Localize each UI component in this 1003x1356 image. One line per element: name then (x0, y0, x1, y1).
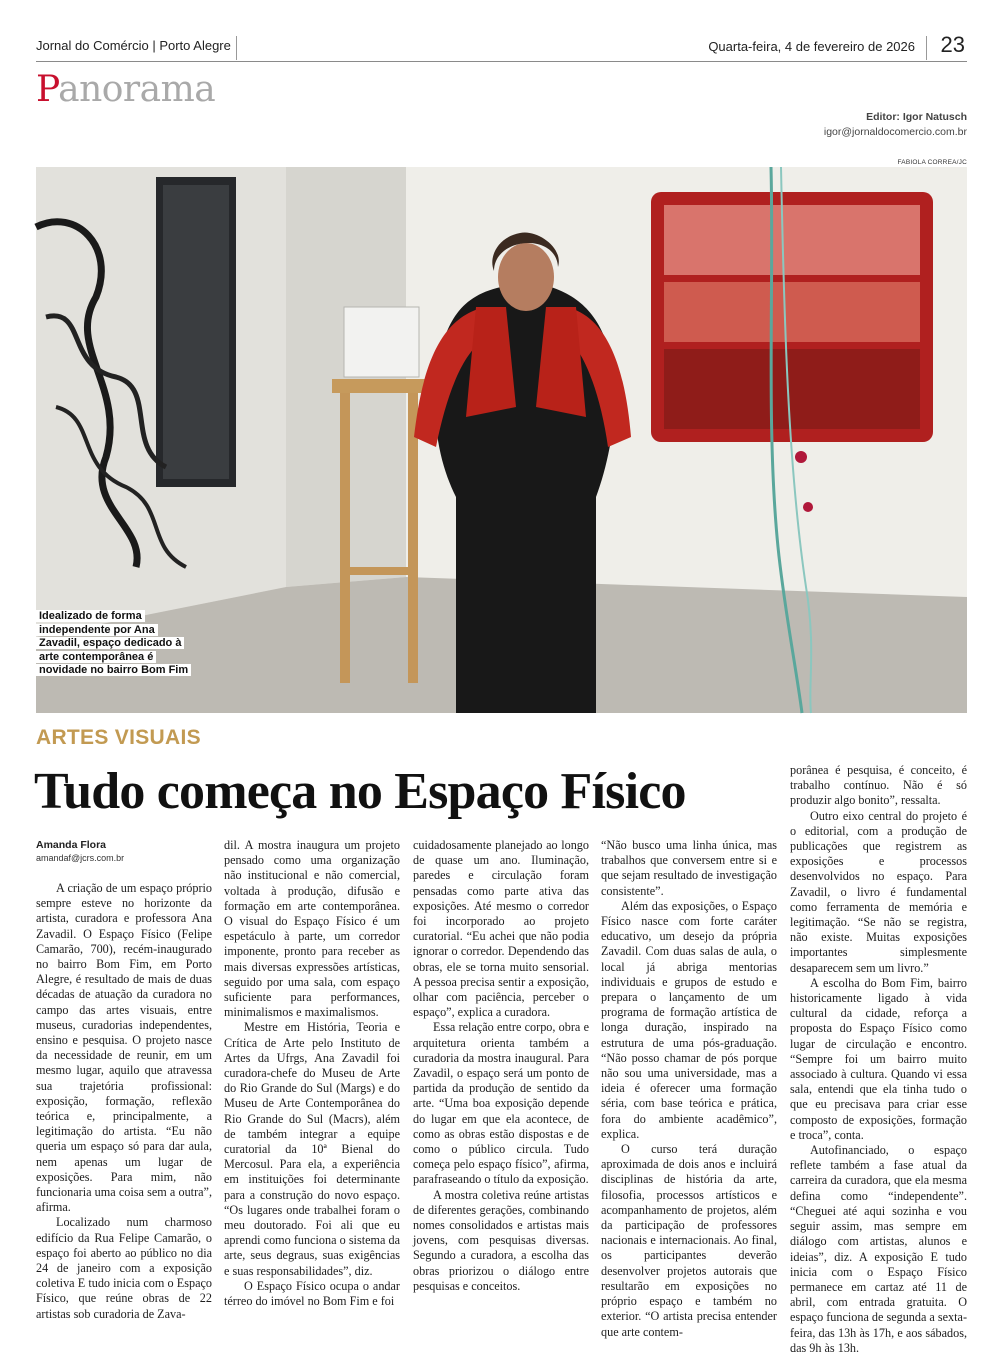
article-paragraph: O Espaço Físico ocupa o andar térreo do imóvel no Bom Fim e foi (224, 1278, 400, 1309)
newspaper-name: Jornal do Comércio | Porto Alegre (36, 38, 231, 53)
photo-credit: FABIOLA CORREA/JC (897, 159, 967, 166)
page-number: 23 (940, 32, 965, 57)
article-paragraph: A mostra coletiva reúne artistas de diferentes gerações, combinando nomes consolidados e artistas mais jovens, com pesquisas diversas. Segundo a curadora, a escolha das obras priorizou o diálogo entre pesquisas e conceitos. (413, 1187, 589, 1293)
article-paragraph: Outro eixo central do projeto é o editorial, com a produção de publicações que registrem as exposições e processos desenvolvidos no espaço. Para Zavadil, o livro é fundamental como ferramenta de memória e legitimação. “Se não se registra, não existe. Muitas exposições importantes simplesmente desaparecem sem um livro.” (790, 808, 967, 975)
article-paragraph: Além das exposições, o Espaço Físico nasce com forte caráter educativo, um desejo da própria Zavadil. Com duas salas de aula, o local já abriga mentorias individuais e grupos de estudo e prepara o lançamento de um programa de formação artística de longa duração, inspirado na estrutura de uma pós-graduação. “Não posso chamar de pós porque não sou uma universidade, mas a ideia é oferecer uma formação séria, com base teórica e prática, fora do ambiente acadêmico”, explica. (601, 898, 777, 1141)
author-name: Amanda Flora (36, 839, 107, 851)
editor-email: igor@jornaldocomercio.com.br (823, 126, 967, 138)
author-email: amandaf@jcrs.com.br (36, 853, 125, 863)
text-column-5 (790, 763, 967, 1355)
article-paragraph: Autofinanciado, o espaço reflete também a fase atual da carreira da curadora, que ela mesma defina como “independente”. “Cheguei até aqui sozinha e vou seguir assim, mas sempre em diálogo com artistas, alunos e ideias”, diz. A exposição E tudo inicia com o Espaço Físico permanece em cartaz até 11 de abril, com entrada gratuita. O espaço funciona de segunda a sexta-feira, das 13h às 17h, e aos sábados, das 9h às 13h. (790, 1143, 967, 1355)
text-column-2 (224, 838, 400, 1311)
text-column-3 (413, 838, 589, 1311)
text-column-1 (36, 881, 212, 1321)
article-paragraph: O curso terá duração aproximada de dois anos e incluirá disciplinas de história da arte, filosofia, processos artísticos e acompanhamento de projetos, além da participação de professores nacionais e internacionais. Ao final, os participantes deverão desenvolver projetos autorais que resultarão em exposições no próprio espaço e também no exterior. “O artista precisa entender que arte contem- (601, 1142, 777, 1339)
article-paragraph: “Não busco uma linha única, mas trabalhos que conversem entre si e que sejam resultado de investigação consistente”. (601, 838, 777, 898)
article-kicker: ARTES VISUAIS (36, 726, 201, 749)
page-header (36, 32, 967, 62)
text-column-4 (601, 838, 777, 1339)
article-headline: Tudo começa no Espaço Físico (34, 763, 686, 820)
section-title (36, 66, 215, 114)
article-paragraph: A escolha do Bom Fim, bairro historicamente ligado à vida cultural da cidade, reforça a proposta do Espaço Físico como lugar de circulação e encontro. “Sempre foi um bairro muito associado à cultura. Quando vi essa sala, entendi que ela tinha tudo o que eu precisava para criar esse composto de exposições, formação e troca”, conta. (790, 975, 967, 1142)
publication-date: Quarta-feira, 4 de fevereiro de 2026 (708, 39, 915, 54)
section-title-initial: P (36, 69, 59, 110)
article-paragraph: Mestre em História, Teoria e Crítica de Arte pelo Instituto de Artes da Ufrgs, Ana Zavadil foi curadora-chefe do Museu de Arte do Rio Grande do Sul (Margs) e do Museu de Arte Contemporânea do Rio Grande do Sul (Macrs), além de também integrar a equipe curatorial da 10ª Bienal do Mercosul. Para ela, a experiência em instituições foi determinante para a construção do novo espaço. “Os lugares onde trabalhei foram o meu doutorado. Foi ali que eu aprendi como funciona o sistema da arte, seus degraus, suas exigências e suas responsabilidades”, diz. (224, 1020, 400, 1278)
article-paragraph: dil. A mostra inaugura um projeto pensado como uma organização não institucional e não comercial, voltada à produção, difusão e formação em arte contemporânea. O visual do Espaço Físico é um espetáculo à parte, um corredor imponente, pronto para receber as mais diversas expressões artísticas, seguido por uma sala, com espaço suficiente para performances, minimalismos e maximalismos. (224, 838, 400, 1020)
editor-name: Editor: Igor Natusch (866, 111, 967, 123)
article-paragraph: A criação de um espaço próprio sempre esteve no horizonte da artista, curadora e professora Ana Zavadil. O Espaço Físico (Felipe Camarão, 700), recém-inaugurado no bairro Bom Fim, em Porto Alegre, é resultado de mais de duas décadas de atuação da curadora no campo das artes visuais, entre museus, curadorias independentes, ensino e pesquisa. O projeto nasce da necessidade de reunir, em um mesmo lugar, aquilo que atravessa sua trajetória profissional: exposição, formação, reflexão teórica e, principalmente, a legitimação do artista. “Eu não queria um espaço só para dar aula, nem apenas um lugar de exposições. Para mim, não funcionaria uma coisa sem a outra”, afirma. (36, 881, 212, 1215)
header-divider (236, 36, 237, 60)
article-paragraph: Essa relação entre corpo, obra e arquitetura orienta também a curadoria da mostra inaugural. Para Zavadil, o espaço será um ponto de partida da produção de sentido da arte. “Uma boa exposição depende do lugar em que ela acontece, de como as obras estão dispostas e de como o público circula. Tudo começa pelo espaço físico”, afirma, parafraseando o título da exposição. (413, 1020, 589, 1187)
editor-info (824, 110, 967, 140)
section-title-rest: anorama (58, 69, 216, 110)
article-paragraph: cuidadosamente planejado ao longo de quase um ano. Iluminação, paredes e circulação foram pensadas como parte ativa das exposições. Até mesmo o corredor foi incorporado ao projeto curatorial. “Eu achei que não podia ignorar o corredor. Dependendo das obras, ele se torna muito sensorial. A pessoa precisa sentir a exposição, olhar com paciência, perceber o espaço”, explica a curadora. (413, 838, 589, 1020)
article-paragraph: Localizado num charmoso edifício da Rua Felipe Camarão, o espaço foi aberto ao público no dia 24 de janeiro com a exposição coletiva E tudo inicia com o Espaço Físico, que reúne obras de 22 artistas sob curadoria de Zava- (36, 1215, 212, 1321)
photo-caption: Idealizado de forma independente por Ana Zavadil, espaço dedicado à arte contemporânea é novidade no bairro Bom Fim (36, 610, 194, 678)
article-paragraph: porânea é pesquisa, é conceito, é trabalho contínuo. Não é só produzir algo bonito”, ressalta. (790, 763, 967, 808)
header-divider (926, 36, 927, 60)
